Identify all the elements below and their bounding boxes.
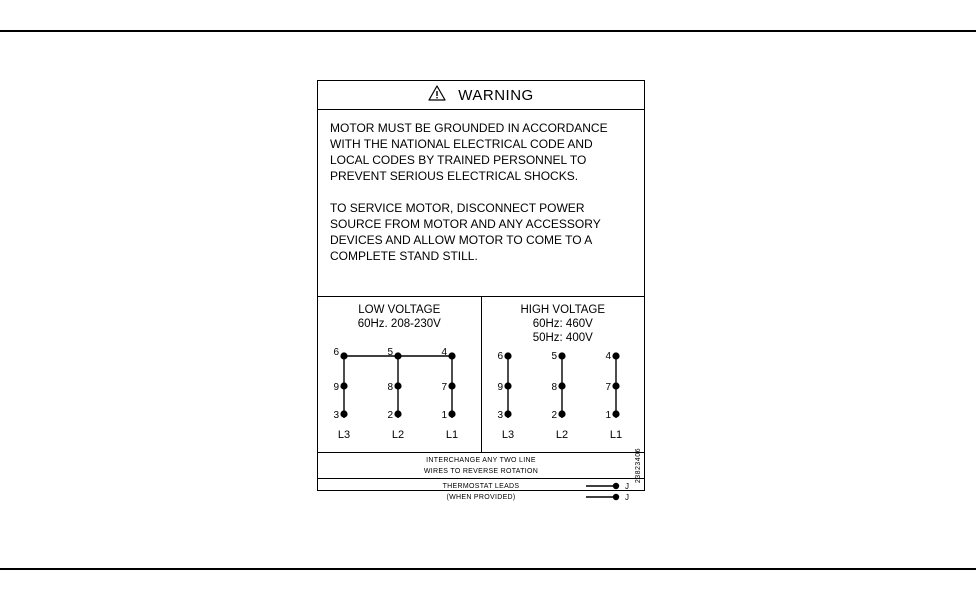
warning-paragraph-1: MOTOR MUST BE GROUNDED IN ACCORDANCE WITH THE NATIONAL ELECTRICAL CODE AND LOCAL CODES BY TRAINED PERSONNEL TO PREVENT SERIOUS ELECTRICAL SHOCKS. (330, 121, 608, 183)
svg-text:L3: L3 (501, 429, 514, 441)
svg-text:7: 7 (441, 382, 447, 393)
high-voltage-schematic (482, 348, 645, 452)
svg-text:J: J (625, 482, 629, 491)
low-voltage-title: LOW VOLTAGE (358, 304, 441, 316)
page-top-rule (0, 30, 976, 32)
high-voltage-diagram (482, 297, 645, 484)
warning-text-block (318, 110, 644, 297)
svg-text:9: 9 (333, 382, 339, 393)
rotation-note-block (318, 453, 644, 479)
svg-text:L2: L2 (555, 429, 568, 441)
svg-text:4: 4 (604, 351, 611, 362)
svg-text:2: 2 (550, 410, 557, 421)
svg-text:2: 2 (387, 410, 393, 421)
svg-text:4: 4 (441, 347, 447, 358)
svg-text:L3: L3 (337, 429, 351, 441)
thermostat-note-line-2: (WHEN PROVIDED) (446, 494, 516, 501)
low-voltage-schematic (318, 334, 482, 452)
svg-text:L1: L1 (445, 429, 459, 441)
svg-text:9: 9 (496, 382, 503, 393)
warning-paragraph-2: TO SERVICE MOTOR, DISCONNECT POWER SOURCE FROM MOTOR AND ANY ACCESSORY DEVICES AND ALLOW MOTOR TO COME TO A COMPLETE STAND STILL. (330, 201, 601, 263)
warning-title: WARNING (458, 86, 534, 104)
rotation-note-line-1: INTERCHANGE ANY TWO LINE (426, 457, 536, 464)
svg-text:3: 3 (333, 410, 339, 421)
thermostat-leads-schematic (580, 479, 642, 505)
warning-triangle-icon (428, 85, 446, 106)
page-bottom-rule (0, 568, 976, 570)
thermostat-note-block (318, 479, 644, 505)
svg-text:5: 5 (550, 351, 557, 362)
svg-text:7: 7 (604, 382, 611, 393)
part-number-code: 23823406 (635, 448, 642, 484)
svg-text:5: 5 (387, 347, 393, 358)
svg-text:L1: L1 (609, 429, 622, 441)
motor-nameplate-label (317, 80, 645, 502)
svg-text:3: 3 (496, 410, 503, 421)
high-voltage-subtitle-60hz: 60Hz: 460V (532, 318, 593, 330)
rotation-note-line-2: WIRES TO REVERSE ROTATION (423, 468, 539, 475)
svg-text:1: 1 (604, 410, 611, 421)
warning-header (318, 81, 644, 110)
high-voltage-title: HIGH VOLTAGE (520, 304, 606, 316)
low-voltage-heading (318, 297, 481, 331)
low-voltage-subtitle: 60Hz. 208-230V (357, 318, 441, 330)
svg-text:8: 8 (387, 382, 393, 393)
svg-text:L2: L2 (391, 429, 405, 441)
svg-text:6: 6 (496, 351, 503, 362)
high-voltage-subtitle-50hz: 50Hz: 400V (532, 332, 593, 344)
svg-text:6: 6 (333, 347, 339, 358)
svg-text:8: 8 (550, 382, 557, 393)
thermostat-note-line-1: THERMOSTAT LEADS (442, 483, 520, 490)
low-voltage-diagram (318, 297, 482, 452)
high-voltage-heading (482, 297, 645, 345)
footer-notes (318, 453, 644, 505)
svg-text:J: J (625, 493, 629, 502)
svg-text:1: 1 (441, 410, 447, 421)
